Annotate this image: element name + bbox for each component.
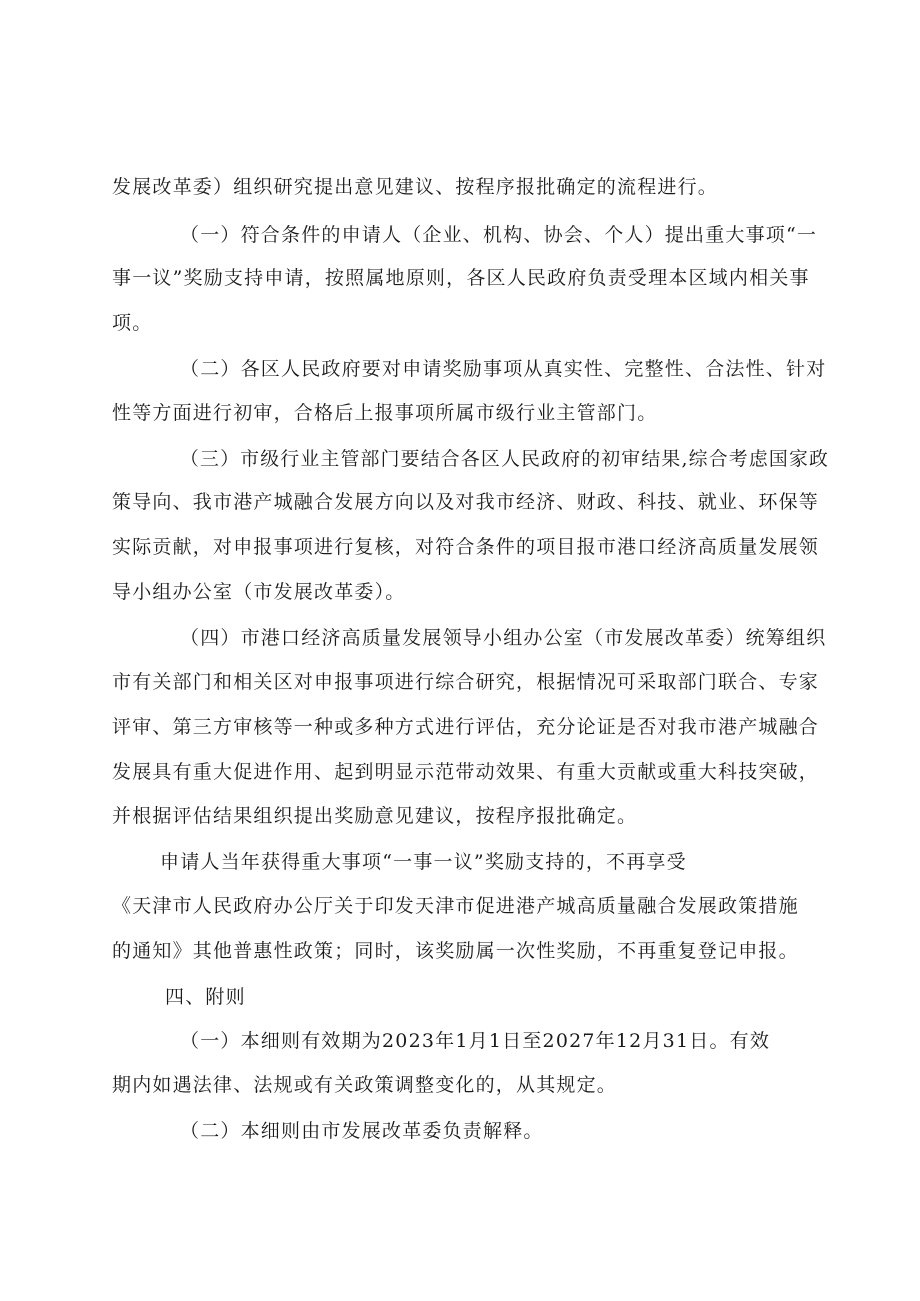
text-line-1: 发展改革委）组织研究提出意见建议、按程序报批确定的流程进行。 — [112, 176, 719, 198]
text-line-15: 并根据评估结果组织提出奖励意见建议，按程序报批确定。 — [112, 805, 638, 827]
text-line-10: 导小组办公室（市发展改革委）。 — [112, 581, 406, 603]
section-heading-appendix: 四、附则 — [165, 986, 246, 1008]
text-line-5: （二）各区人民政府要对申请奖励事项从真实性、完整性、合法性、针对 — [180, 358, 827, 380]
text-line-13: 评审、第三方审核等一种或多种方式进行评估，充分论证是否对我市港产城融合 — [112, 716, 820, 738]
text-line-20: （一）本细则有效期为2023年1月1日至2027年12月31日。有效 — [180, 1030, 771, 1052]
text-line-8: 策导向、我市港产城融合发展方向以及对我市经济、财政、科技、就业、环保等 — [112, 491, 820, 513]
text-line-4: 项。 — [112, 312, 153, 334]
text-line-12: 市有关部门和相关区对申报事项进行综合研究，根据情况可采取部门联合、专家 — [112, 671, 820, 693]
text-line-11: （四）市港口经济高质量发展领导小组办公室（市发展改革委）统筹组织 — [180, 627, 827, 649]
text-line-21: 期内如遇法律、法规或有关政策调整变化的，从其规定。 — [112, 1074, 618, 1096]
text-line-7: （三）市级行业主管部门要结合各区人民政府的初审结果,综合考虑国家政 — [180, 448, 830, 470]
text-line-9: 实际贡献，对申报事项进行复核，对符合条件的项目报市港口经济高质量发展领 — [112, 536, 820, 558]
text-line-14: 发展具有重大促进作用、起到明显示范带动效果、有重大贡献或重大科技突破， — [112, 761, 820, 783]
text-line-16: 申请人当年获得重大事项“一事一议”奖励支持的，不再享受 — [160, 851, 687, 873]
text-line-3: 事一议”奖励支持申请，按照属地原则，各区人民政府负责受理本区域内相关事 — [112, 267, 810, 289]
text-line-18: 的通知》其他普惠性政策；同时，该奖励属一次性奖励，不再重复登记申报。 — [112, 940, 799, 962]
text-line-6: 性等方面进行初审，合格后上报事项所属市级行业主管部门。 — [112, 402, 658, 424]
text-line-2: （一）符合条件的申请人（企业、机构、协会、个人）提出重大事项“一 — [180, 224, 818, 246]
text-line-22: （二）本细则由市发展改革委负责解释。 — [180, 1120, 544, 1142]
text-line-17: 《天津市人民政府办公厅关于印发天津市促进港产城高质量融合发展政策措施 — [112, 895, 799, 917]
